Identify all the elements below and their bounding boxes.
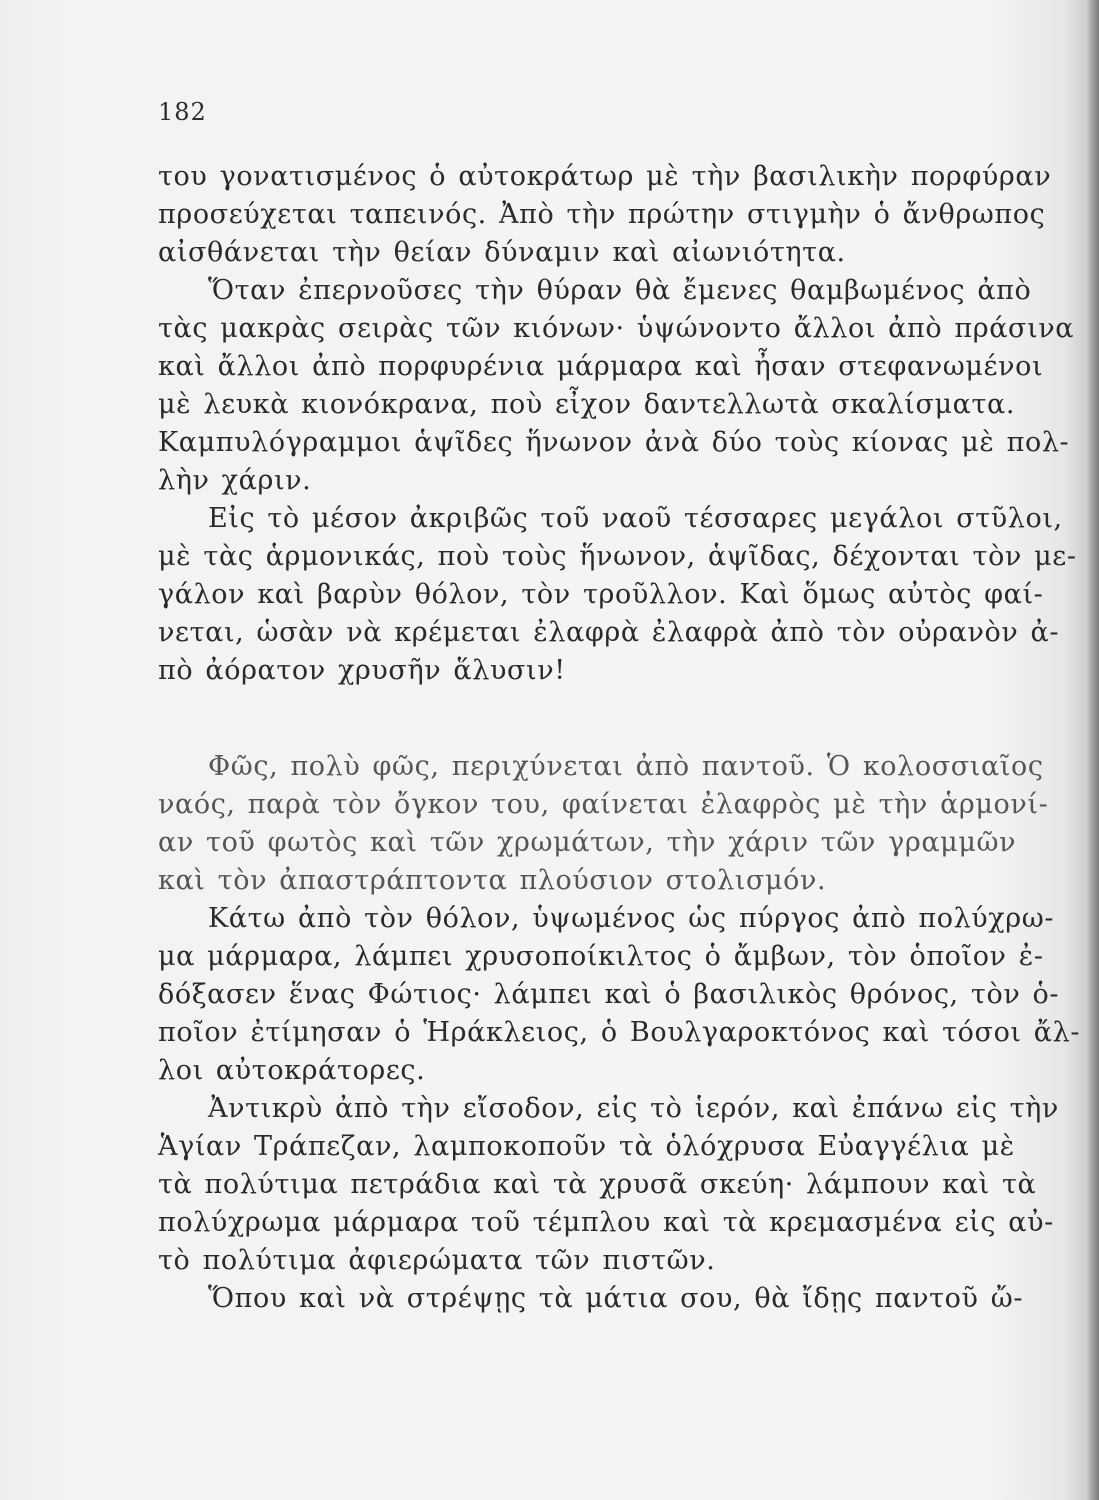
text-line: αἰσθάνεται τὴν θείαν δύναμιν καὶ αἰωνιότητα. [158,237,846,268]
page-number: 182 [158,98,207,126]
text-line: προσεύχεται ταπεινός. Ἀπὸ τὴν πρώτην στιγμὴν ὁ ἄνθρωπος [158,199,1046,230]
paragraph [158,1090,1059,1280]
text-line: Ὅπου καὶ νὰ στρέψῃς τὰ μάτια σου, θὰ ἴδῃς παντοῦ ὤ- [208,1283,1024,1314]
text-line: πολύχρωμα μάρμαρα τοῦ τέμπλου καὶ τὰ κρεμασμένα εἰς αὐ- [158,1207,1054,1238]
text-line: λοι αὐτοκράτορες. [158,1055,426,1086]
paragraph [158,1280,1024,1318]
text-line: νεται, ὡσὰν νὰ κρέμεται ἐλαφρὰ ἐλαφρὰ ἀπὸ τὸν οὐρανὸν ἀ- [158,617,1060,648]
text-line: του γονατισμένος ὁ αὐτοκράτωρ μὲ τὴν βασιλικὴν πορφύραν [158,161,1052,192]
text-line: τὰς μακρὰς σειρὰς τῶν κιόνων· ὑψώνοντο ἄλλοι ἀπὸ πράσινα [158,313,1075,344]
page-edge-shadow [1085,0,1099,1500]
text-line: Ὅταν ἐπερνοῦσες τὴν θύραν θὰ ἔμενες θαμβωμένος ἀπὸ [208,275,1032,306]
text-line: τὰ πολύτιμα πετράδια καὶ τὰ χρυσᾶ σκεύη· λάμπουν καὶ τὰ [158,1169,1037,1200]
text-line: αν τοῦ φωτὸς καὶ τῶν χρωμάτων, τὴν χάριν τῶν γραμμῶν [158,827,1017,858]
text-line: μὲ τὰς ἁρμονικάς, ποὺ τοὺς ἥνωνον, ἁψῖδας, δέχονται τὸν με- [158,541,1077,572]
text-line: καὶ τὸν ἀπαστράπτοντα πλούσιον στολισμόν. [158,865,827,896]
body-text [158,158,1081,1318]
text-line: Ἀντικρὺ ἀπὸ τὴν εἴσοδον, εἰς τὸ ἱερόν, καὶ ἐπάνω εἰς τὴν [208,1093,1059,1124]
text-line: Φῶς, πολὺ φῶς, περιχύνεται ἀπὸ παντοῦ. Ὁ κολοσσιαῖος [208,751,1044,782]
text-line: ποῖον ἐτίμησαν ὁ Ἡράκλειος, ὁ Βουλγαροκτόνος καὶ τόσοι ἄλ- [158,1017,1081,1048]
section-gap [158,690,988,748]
text-line: λὴν χάριν. [158,465,312,496]
paragraph [158,272,1075,500]
paragraph [158,158,1052,272]
text-line: δόξασεν ἕνας Φώτιος· λάμπει καὶ ὁ βασιλικὸς θρόνος, τὸν ὁ- [158,979,1060,1010]
text-line: μὲ λευκὰ κιονόκρανα, ποὺ εἶχον δαντελλωτὰ σκαλίσματα. [158,389,1016,420]
text-line: ναός, παρὰ τὸν ὄγκον του, φαίνεται ἐλαφρὸς μὲ τὴν ἁρμονί- [158,789,1049,820]
paragraph [158,748,1049,900]
text-line: Ἁγίαν Τράπεζαν, λαμποκοποῦν τὰ ὁλόχρυσα Εὐαγγέλια μὲ [158,1131,1015,1162]
text-line: πὸ ἀόρατον χρυσῆν ἅλυσιν! [158,655,566,686]
text-line: Καμπυλόγραμμοι ἁψῖδες ἥνωνον ἀνὰ δύο τοὺς κίονας μὲ πολ- [158,427,1070,458]
text-line: Κάτω ἀπὸ τὸν θόλον, ὑψωμένος ὡς πύργος ἀπὸ πολύχρω- [208,903,1055,934]
paragraph [158,500,1077,690]
text-line: γάλον καὶ βαρὺν θόλον, τὸν τροῦλλον. Καὶ ὅμως αὐτὸς φαί- [158,579,1044,610]
paragraph [158,900,1081,1090]
text-line: μα μάρμαρα, λάμπει χρυσοποίκιλτος ὁ ἄμβων, τὸν ὁποῖον ἐ- [158,941,1044,972]
text-line: καὶ ἄλλοι ἀπὸ πορφυρένια μάρμαρα καὶ ἦσαν στεφανωμένοι [158,351,1044,382]
text-line: τὸ πολύτιμα ἀφιερώματα τῶν πιστῶν. [158,1245,716,1276]
text-line: Εἰς τὸ μέσον ἀκριβῶς τοῦ ναοῦ τέσσαρες μεγάλοι στῦλοι, [208,503,1063,534]
